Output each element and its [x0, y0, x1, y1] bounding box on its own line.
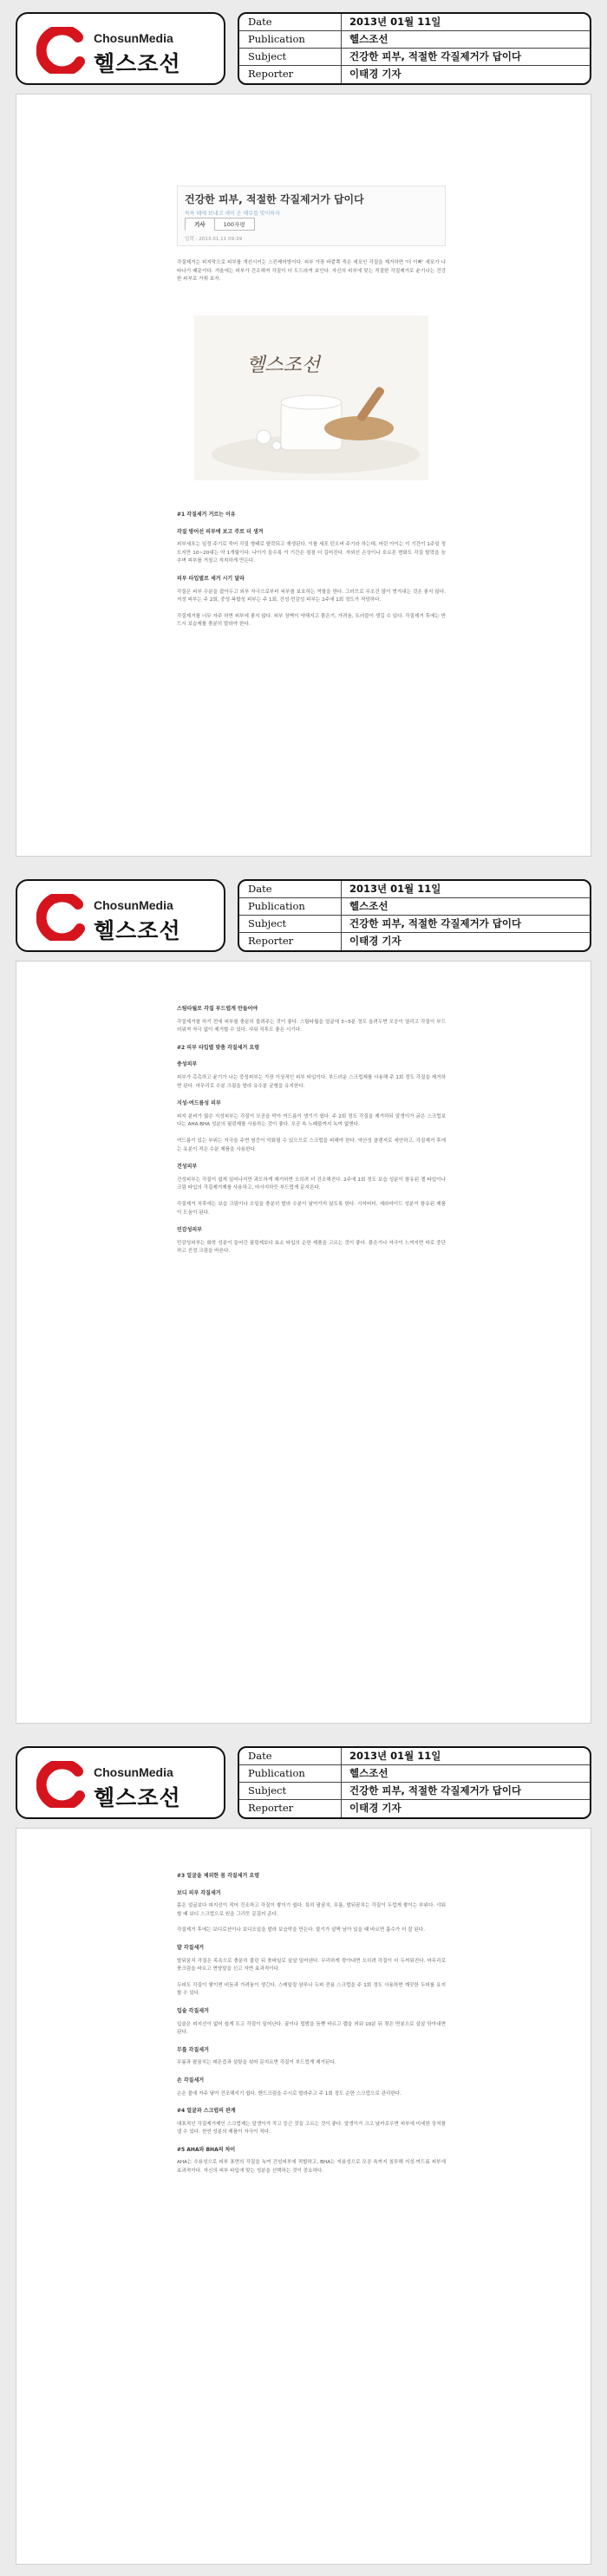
section-subheading: 입술 각질세거	[177, 2007, 209, 2014]
chosunmedia-logo-icon	[36, 1761, 87, 1808]
section-subheading: 민감성피부	[177, 1227, 202, 1234]
section-subheading: 지성·여드름성 피부	[177, 1100, 221, 1107]
article-header-card	[177, 186, 446, 246]
article-intro	[177, 259, 446, 292]
chosunmedia-logo-icon	[36, 27, 87, 74]
paragraph: 피지 분비가 많은 지성피부는 각질이 모공을 막아 여드름이 생기기 쉽다. 주 2회 정도 각질을 제거하되 알갱이가 굵은 스크럽보다는 AHA·BHA 성분의 필링제를 사용하는 것이 좋다. 모공 속 노폐물까지 녹여 없앤다.	[177, 1113, 446, 1128]
meta-row-subject	[239, 1783, 590, 1800]
page-1	[0, 0, 607, 867]
section-subheading: 무릎 각질세거	[177, 2046, 209, 2053]
meta-value: 이태경 기자	[349, 935, 401, 947]
logo-box	[16, 879, 225, 952]
article-paper	[16, 961, 591, 1724]
paragraph: 각질은 피부 수분을 잡아두고 외부 자극으로부터 피부를 보호하는 역할을 한다. 그러므로 무조건 많이 벗겨내는 것은 좋지 않다. 지성 피부는 주 2회, 중성·복합성 피부는 주 1회, 건성·민감성 피부는 2주에 1회 정도가 적당하다.	[177, 589, 446, 603]
paragraph: AHA는 수용성으로 피부 표면의 각질을 녹여 건성피부에 적합하고, BHA는 지용성으로 모공 속까지 침투해 지성·여드름 피부에 효과적이다. 자신의 피부 타입에 맞는 성분을 선택하는 것이 중요하다.	[177, 2160, 446, 2175]
meta-value: 헬스조선	[349, 1767, 388, 1779]
logo-korean: 헬스조선	[94, 1785, 181, 1810]
meta-value: 건강한 피부, 적절한 각질제거가 답이다	[349, 1784, 522, 1797]
chosunmedia-logo-icon	[36, 894, 87, 941]
meta-key: Reporter	[239, 66, 342, 83]
paragraph: 손은 물에 자주 닿아 건조해지기 쉽다. 핸드크림을 수시로 발라주고 주 1회 정도 순한 스크럽으로 관리한다.	[177, 2090, 401, 2097]
meta-row-reporter	[239, 1800, 590, 1817]
article-body-page2	[177, 996, 446, 1264]
paragraph: 입술은 피지선이 없어 쉽게 트고 각질이 일어난다. 꿀이나 립밤을 듬뿍 바르고 랩을 씌워 10분 뒤 젖은 면봉으로 살살 닦아내면 된다.	[177, 2021, 446, 2036]
page-2	[0, 867, 607, 1734]
paragraph: 민감성피부는 화학 성분이 들어간 필링제보다 효소 타입의 순한 제품을 고르는 것이 좋다. 붉은기나 자극이 느껴지면 바로 중단하고 진정 크림을 바른다.	[177, 1240, 446, 1255]
section-heading: #3 얼굴을 제외한 몸 각질세거 요령	[177, 1873, 259, 1879]
paragraph: 각질제거는 피지막으로 피부를 개선시키는 스킨케어방이다. 피부 가장 바깥쪽 죽은 세포인 각질을 제거하면 '더 이뻐' 세포가 나타나기 때문이다. 겨울에는 피부가 건조해져 각질이 더 도드라져 보인다. 자신의 피부에 맞는 적절한 각질제거로 윤기나는 건강한 피부로 가꿔 보자.	[177, 260, 446, 283]
article-paper	[16, 1828, 591, 2565]
meta-value: 이태경 기자	[349, 68, 401, 80]
meta-table	[238, 1746, 591, 1819]
meta-row-subject	[239, 49, 590, 66]
section-subheading: 스팀타월로 각질 부드럽게 만들어야	[177, 1006, 258, 1012]
meta-table	[238, 879, 591, 952]
meta-table	[238, 12, 591, 85]
logo-english: ChosunMedia	[94, 898, 173, 912]
logo-english: ChosunMedia	[94, 31, 173, 45]
article-body-page3	[177, 1863, 446, 2184]
meta-key: Reporter	[239, 1800, 342, 1817]
meta-value: 헬스조선	[349, 900, 388, 912]
paragraph: 각질제거를 하기 전에 피부를 충분히 불려주는 것이 좋다. 스팀타월을 얼굴에 3~5분 정도 올려두면 모공이 열리고 각질이 부드러워져 자극 없이 제거할 수 있다. 샤워 직후도 좋은 시기다.	[177, 1019, 446, 1034]
page-header	[16, 12, 591, 85]
meta-row-publication	[239, 31, 590, 49]
meta-value: 2013년 01월 11일	[349, 16, 441, 28]
section-subheading: 발 각질세거	[177, 1944, 205, 1951]
page-3	[0, 1734, 607, 2576]
photo-caption: 헬스조선	[246, 355, 321, 376]
logo-korean: 헬스조선	[94, 918, 181, 943]
article-body-page1	[177, 502, 446, 637]
meta-value: 2013년 01월 11일	[349, 1750, 441, 1762]
paragraph: 피부세포는 일정 주기로 죽어 각질 형태로 탈락되고 재생된다. 이를 세포 턴오버 주기라 하는데, 어린 아이는 이 기간이 1주일 정도지만 10~20대는 약 1개월이다. 나이가 들수록 이 기간은 점점 더 길어진다. 자외선 손상이나 호르몬 변화도 각질 탈락을 늦추며 피부를 거칠고 칙칙하게 만든다.	[177, 542, 446, 564]
logo-korean: 헬스조선	[94, 51, 181, 76]
paragraph: 건성피부는 각질이 쉽게 일어나지만 과도하게 제거하면 오히려 더 건조해진다. 2주에 1회 정도 보습 성분이 함유된 젤 타입이나 크림 타입의 각질제거제를 사용하고, 마사지하듯 부드럽게 문지른다.	[177, 1177, 446, 1191]
section-subheading: 건성피부	[177, 1164, 198, 1171]
skincare-photo-icon	[194, 316, 428, 480]
meta-key: Date	[239, 1748, 342, 1764]
meta-key: Date	[239, 14, 342, 30]
meta-key: Publication	[239, 898, 342, 915]
section-heading: #1 각질세거 거르는 이유	[177, 512, 236, 518]
meta-value: 2013년 01월 11일	[349, 883, 441, 895]
meta-value: 헬스조선	[349, 33, 388, 45]
paragraph: 각질제거 후에는 보디로션이나 보디오일을 발라 보습막을 만든다. 물기가 살짝 남아 있을 때 바르면 흡수가 더 잘 된다.	[177, 1927, 425, 1934]
meta-key: Subject	[239, 49, 342, 65]
section-heading: #5 AHA와 BHA의 차이	[177, 2146, 236, 2153]
paragraph: 몸은 얼굴보다 피지선이 적어 건조하고 각질이 쌓이기 쉽다. 특히 팔꿈치, 무릎, 발뒤꿈치는 각질이 두껍게 쌓이는 부위다. 샤워할 때 보디 스크럽으로 원을 그리듯 문질러 준다.	[177, 1903, 446, 1917]
tab-comments[interactable]: 100자평	[214, 218, 255, 231]
article-photo	[194, 316, 428, 480]
paragraph: 대표적인 각질제거제인 스크럽제는 알갱이가 작고 둥근 것을 고르는 것이 좋다. 알갱이가 크고 날카로우면 피부에 미세한 상처를 낼 수 있다. 천연 성분의 제품이 자극이 적다.	[177, 2121, 446, 2136]
article-date: 입력 : 2013.01.11 09:39	[185, 237, 243, 242]
meta-row-reporter	[239, 66, 590, 83]
paragraph: 여드름이 있는 부위는 자극을 주면 염증이 악화될 수 있으므로 스크럽을 피해야 한다. 약산성 클렌저로 세안하고, 각질제거 후에는 유분이 적은 수분 제품을 사용한다.	[177, 1138, 446, 1152]
meta-row-reporter	[239, 933, 590, 950]
tab-article[interactable]: 기사	[185, 218, 215, 231]
meta-row-date	[239, 1748, 590, 1765]
section-subheading: 각질 방어선 피부에 보고 주로 더 생겨	[177, 528, 264, 535]
article-tabs	[185, 218, 254, 231]
article-subtitle: 목욕 때에 보내고 세이 운 해부를 맞이하자	[185, 211, 280, 217]
meta-value: 건강한 피부, 적절한 각질제거가 답이다	[349, 50, 522, 62]
paragraph: 각질제거 직후에는 보습 크림이나 오일을 충분히 발라 수분이 날아가지 않도록 한다. 시어버터, 세라마이드 성분이 함유된 제품이 도움이 된다.	[177, 1201, 446, 1216]
meta-value: 이태경 기자	[349, 1802, 401, 1814]
logo-box	[16, 1746, 225, 1819]
section-heading: #2 피부 타입별 맞춤 각질세거 요령	[177, 1044, 259, 1051]
section-subheading: 중성피부	[177, 1061, 198, 1068]
section-heading: #4 얼굴과 스크럽의 관계	[177, 2108, 236, 2115]
meta-key: Date	[239, 881, 342, 897]
page-header	[16, 1746, 591, 1819]
article-paper	[16, 94, 591, 857]
meta-row-publication	[239, 1765, 590, 1783]
meta-row-date	[239, 881, 590, 898]
section-subheading: 피부 타입별로 세거 시기 달라	[177, 575, 245, 582]
section-subheading: 손 각질세거	[177, 2077, 205, 2084]
meta-key: Publication	[239, 1765, 342, 1782]
section-subheading: 보디 피부 각질세거	[177, 1889, 221, 1896]
meta-row-publication	[239, 898, 590, 916]
meta-key: Subject	[239, 1783, 342, 1799]
page-header	[16, 879, 591, 952]
paragraph: 무릎과 팔꿈치는 레몬즙과 설탕을 섞어 문지르면 각질이 부드럽게 제거된다.	[177, 2060, 336, 2066]
meta-value: 건강한 피부, 적절한 각질제거가 답이다	[349, 917, 522, 929]
article-title: 건강한 피부, 적절한 각질제거가 답이다	[185, 193, 364, 205]
paragraph: 피부가 촉촉하고 윤기가 나는 중성피부는 가장 이상적인 피부 타입이다. 부드러운 스크럽제를 사용해 주 1회 정도 각질을 제거하면 된다. 마무리로 수분 크림을 발라 유수분 균형을 유지한다.	[177, 1074, 446, 1089]
meta-row-date	[239, 14, 590, 31]
meta-key: Publication	[239, 31, 342, 48]
paragraph: 발뒤꿈치 각질은 족욕으로 충분히 불린 뒤 풋파일로 살살 밀어낸다. 무리하게 깎아내면 오히려 각질이 더 두꺼워진다. 마무리로 풋크림을 바르고 면양말을 신고 자면 효과적이다.	[177, 1958, 446, 1973]
meta-key: Reporter	[239, 933, 342, 950]
paragraph: 각질제거를 너무 자주 하면 피부에 좋지 않다. 피부 장벽이 약해지고 붉은기, 가려움, 트러블이 생길 수 있다. 각질제거 후에는 반드시 보습제를 충분히 발라야 한다.	[177, 613, 446, 628]
logo-box	[16, 12, 225, 85]
meta-row-subject	[239, 916, 590, 933]
logo-english: ChosunMedia	[94, 1765, 173, 1779]
meta-key: Subject	[239, 916, 342, 932]
paragraph: 두피도 각질이 쌓이면 비듬과 가려움이 생긴다. 스케일링 샴푸나 두피 전용 스크럽을 주 1회 정도 사용하면 깨끗한 두피를 유지할 수 있다.	[177, 1982, 446, 1997]
